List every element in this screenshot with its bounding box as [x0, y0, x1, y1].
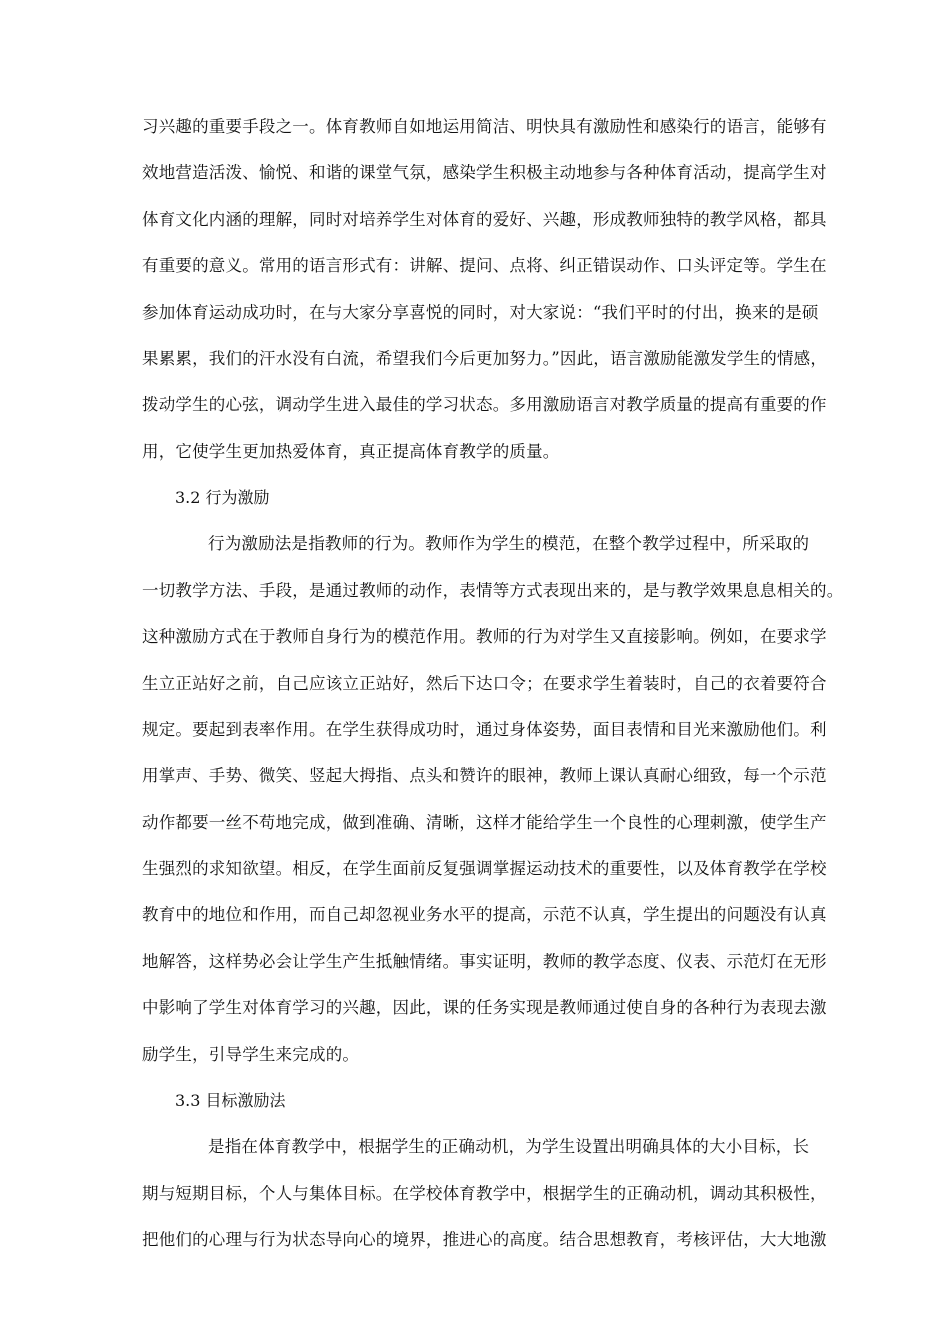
text-line: 生强烈的求知欲望。相反，在学生面前反复强调掌握运动技术的重要性，以及体育教学在学校 — [142, 859, 827, 878]
text-line: 规定。要起到表率作用。在学生获得成功时，通过身体姿势，面目表情和目光来激励他们。利 — [142, 720, 827, 739]
text-line: 用，它使学生更加热爱体育，真正提高体育教学的质量。 — [142, 442, 560, 461]
text-line: 这种激励方式在于教师自身行为的模范作用。教师的行为对学生又直接影响。例如，在要求学 — [142, 627, 827, 646]
text-line: 地解答，这样势必会让学生产生抵触情绪。事实证明，教师的教学态度、仪表、示范灯在无形 — [142, 952, 827, 971]
text-line: 一切教学方法、手段，是通过教师的动作，表情等方式表现出来的，是与教学效果息息相关的。 — [142, 581, 844, 600]
text-line: 有重要的意义。常用的语言形式有：讲解、提问、点将、纠正错误动作、口头评定等。学生在 — [142, 256, 827, 275]
text-line: 动作都要一丝不苟地完成，做到准确、清晰，这样才能给学生一个良性的心理刺激，使学生产 — [142, 813, 827, 832]
text-line: 中影响了学生对体育学习的兴趣，因此，课的任务实现是教师通过使自身的各种行为表现去激 — [142, 998, 827, 1017]
text-line: 拨动学生的心弦，调动学生进入最佳的学习状态。多用激励语言对教学质量的提高有重要的作 — [142, 395, 827, 414]
text-line: 教育中的地位和作用，而自己却忽视业务水平的提高，示范不认真，学生提出的问题没有认真 — [142, 905, 827, 924]
text-line: 效地营造活泼、愉悦、和谐的课堂气氛，感染学生积极主动地参与各种体育活动，提高学生对 — [142, 163, 827, 182]
section-heading-3-3: 3.3 目标激励法 — [175, 1091, 286, 1110]
text-line: 行为激励法是指教师的行为。教师作为学生的模范，在整个教学过程中，所采取的 — [208, 534, 810, 553]
text-line: 励学生，引导学生来完成的。 — [142, 1045, 360, 1064]
text-line: 习兴趣的重要手段之一。体育教师自如地运用简洁、明快具有激励性和感染行的语言，能够有 — [142, 117, 827, 136]
text-line: 期与短期目标，个人与集体目标。在学校体育教学中，根据学生的正确动机，调动其积极性， — [142, 1184, 827, 1203]
text-line: 生立正站好之前，自己应该立正站好，然后下达口令；在要求学生着装时，自己的衣着要符合 — [142, 674, 827, 693]
text-line: 体育文化内涵的理解，同时对培养学生对体育的爱好、兴趣，形成教师独特的教学风格，都具 — [142, 210, 827, 229]
text-line: 是指在体育教学中，根据学生的正确动机，为学生设置出明确具体的大小目标，长 — [208, 1137, 810, 1156]
text-line: 果累累，我们的汗水没有白流，希望我们今后更加努力。”因此，语言激励能激发学生的情感， — [142, 349, 828, 368]
text-line: 把他们的心理与行为状态导向心的境界，推进心的高度。结合思想教育，考核评估，大大地激 — [142, 1230, 827, 1249]
text-line: 用掌声、手势、微笑、竖起大拇指、点头和赞许的眼神，教师上课认真耐心细致，每一个示范 — [142, 766, 827, 785]
text-line: 参加体育运动成功时，在与大家分享喜悦的同时，对大家说：“我们平时的付出，换来的是硕 — [142, 303, 819, 322]
section-heading-3-2: 3.2 行为激励 — [175, 488, 270, 507]
